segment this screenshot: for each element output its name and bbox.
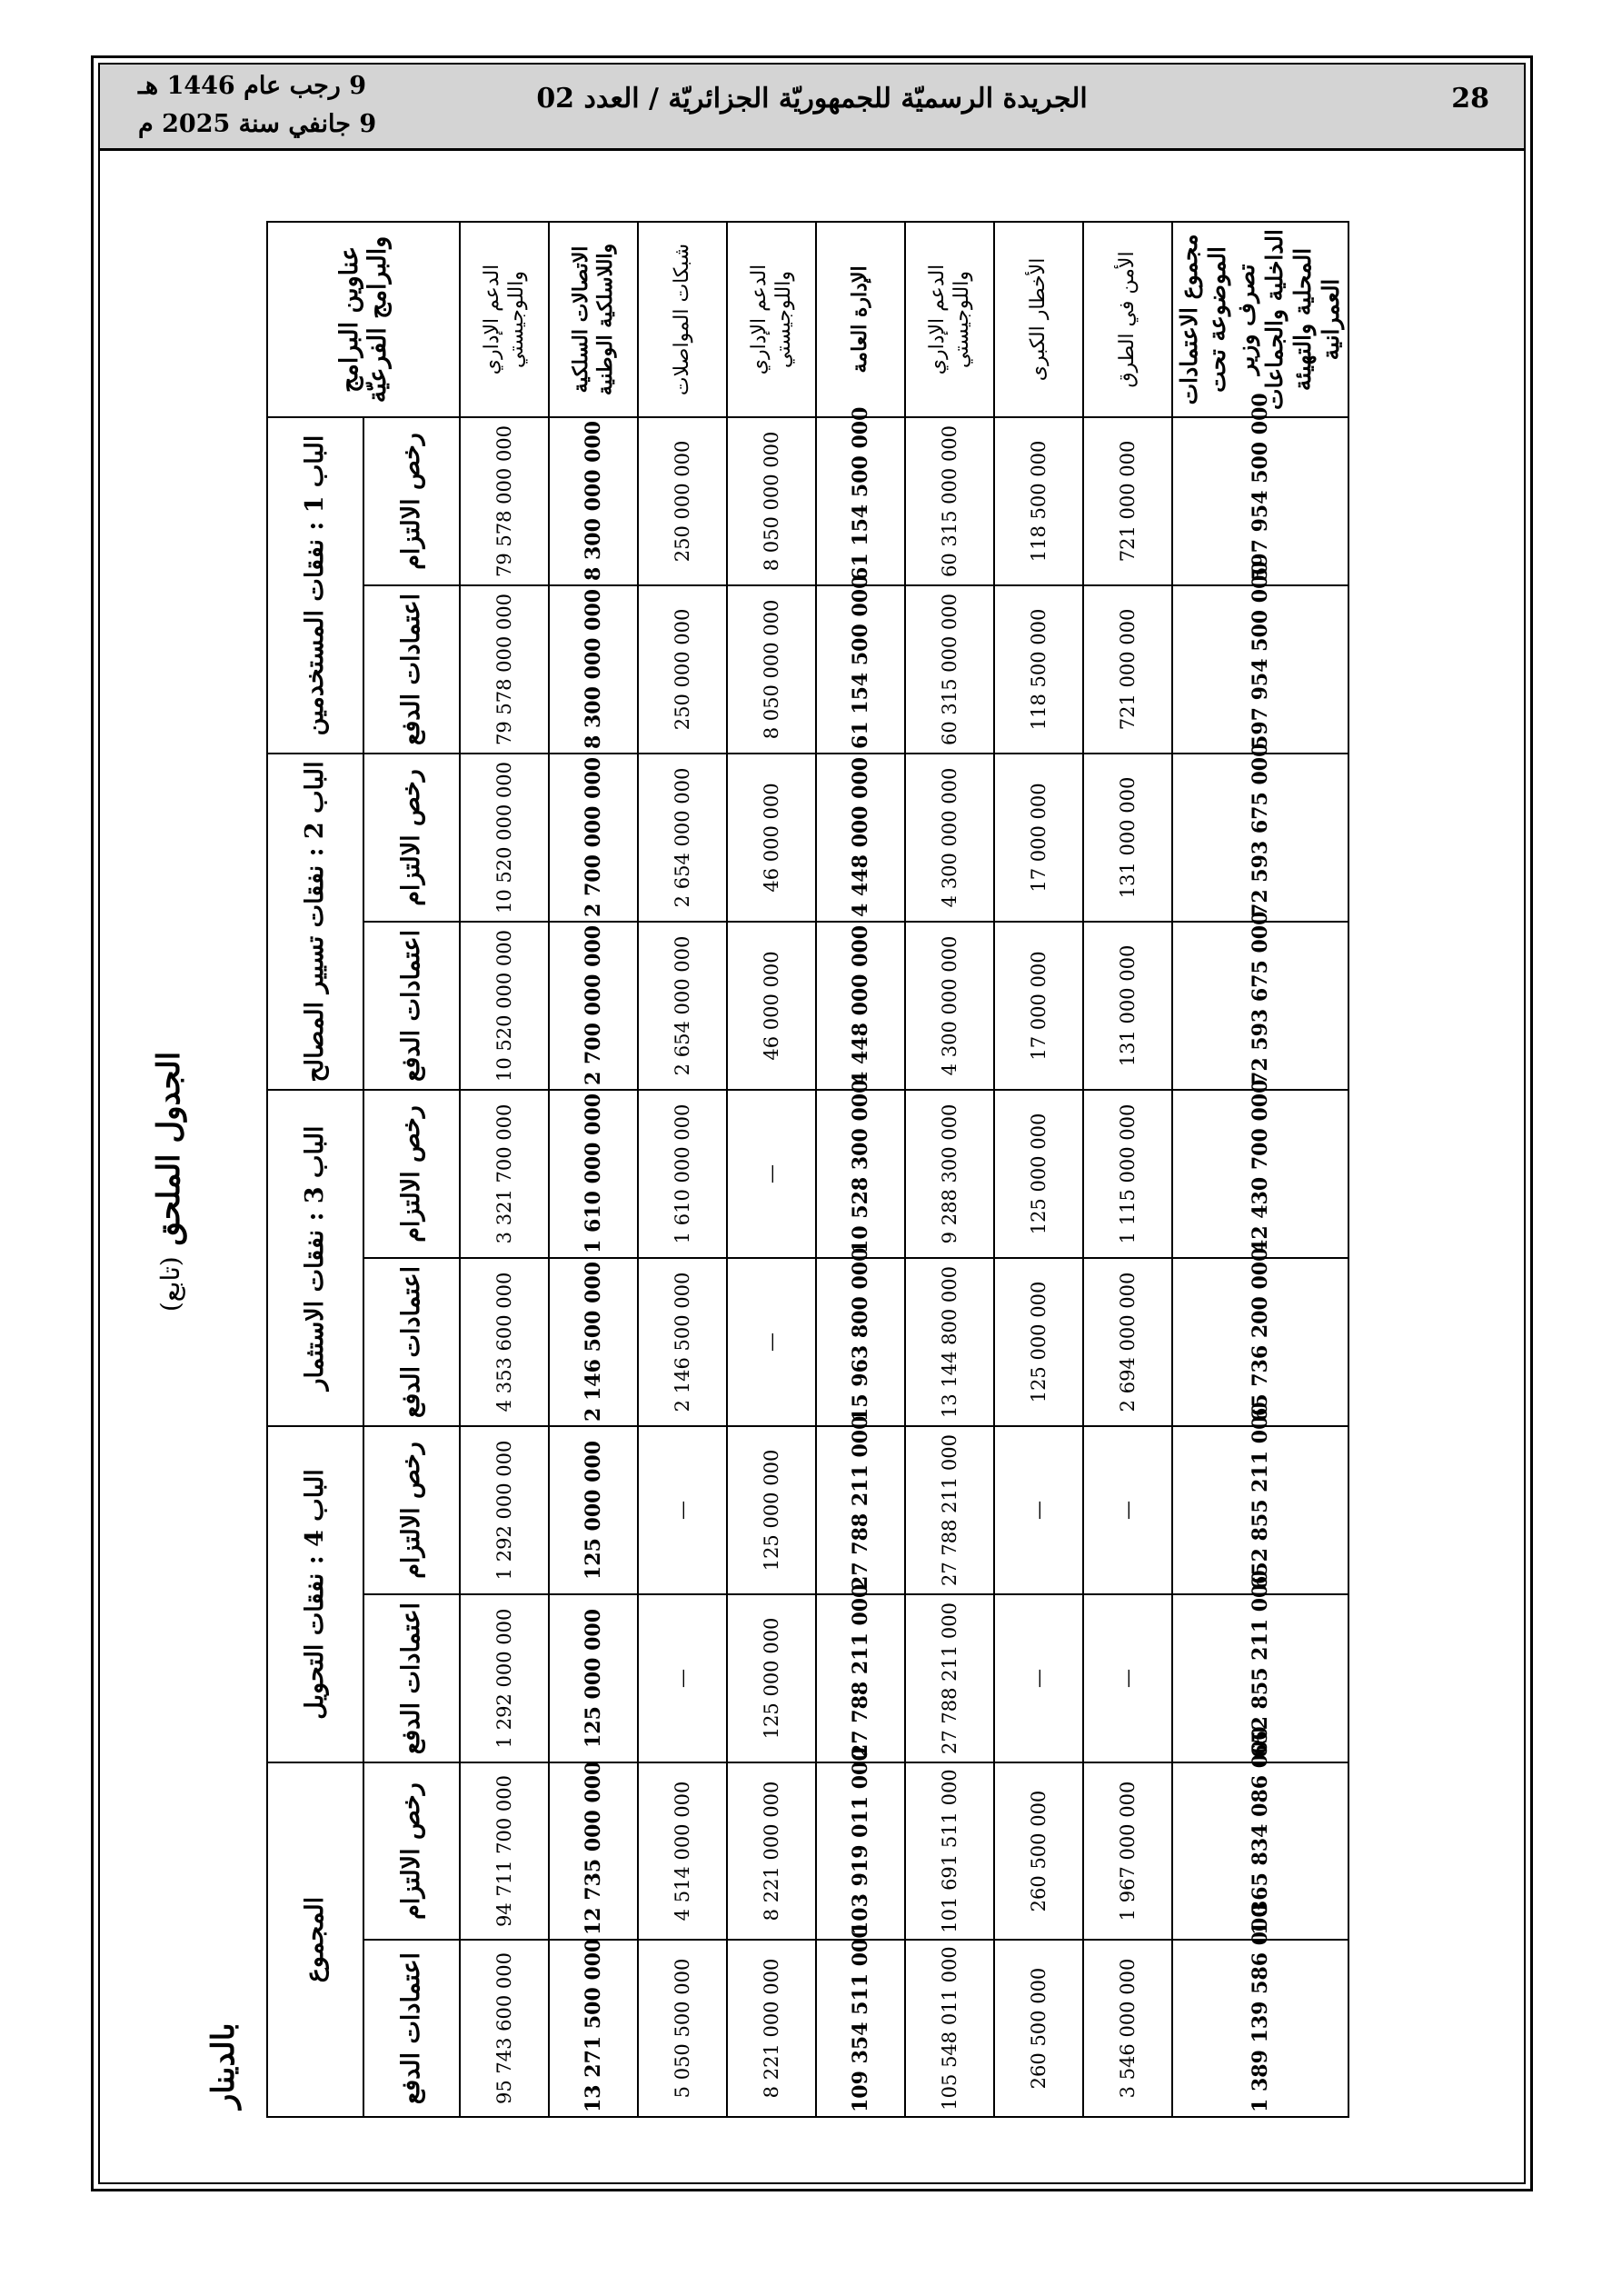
cell-total-commitment: 260 500 000: [994, 1762, 1083, 1940]
cell-total-payment: 260 500 000: [994, 1940, 1083, 2117]
total-t1-commitment: 597 954 500 000: [1172, 417, 1348, 585]
cell-t2-commitment: 10 520 000 000: [460, 754, 549, 922]
cell-t2-commitment: 2 700 000 000: [549, 754, 638, 922]
cell-total-commitment: 101 691 511 000: [905, 1762, 994, 1940]
table-row: [549, 222, 638, 2117]
cell-t1-commitment: 8 050 000 000: [727, 417, 816, 585]
cell-t2-commitment: 17 000 000: [994, 754, 1083, 922]
cell-t4-payment: 125 000 000: [549, 1594, 638, 1762]
cell-t4-commitment: 125 000 000: [549, 1426, 638, 1594]
rotated-table-area: [151, 209, 1487, 2154]
cell-total-commitment: 103 919 011 000: [816, 1762, 905, 1940]
cell-t2-commitment: 4 448 000 000: [816, 754, 905, 922]
group-title1-header: الباب 1 : نفقات المستخدمين: [267, 417, 363, 754]
cell-t4-commitment: 125 000 000: [727, 1426, 816, 1594]
cell-t2-payment: 2 654 000 000: [638, 922, 727, 1090]
cell-total-commitment: 94 711 700 000: [460, 1762, 549, 1940]
annex-title: [151, 209, 187, 2154]
cell-total-commitment: 4 514 000 000: [638, 1762, 727, 1940]
sub-commitment-header: رخص الالتزام: [363, 1090, 460, 1258]
cell-t1-commitment: 60 315 000 000: [905, 417, 994, 585]
sub-commitment-header: رخص الالتزام: [363, 754, 460, 922]
cell-t1-commitment: 8 300 000 000: [549, 417, 638, 585]
cell-total-payment: 105 548 011 000: [905, 1940, 994, 2117]
cell-t1-payment: 79 578 000 000: [460, 585, 549, 754]
date-gregorian: 9 جانفي سنة 2025 م: [138, 110, 377, 138]
group-title3-header: الباب 3 : نفقات الاستثمار: [267, 1090, 363, 1426]
cell-t2-payment: 131 000 000: [1083, 922, 1172, 1090]
cell-t3-commitment: 9 288 300 000: [905, 1090, 994, 1258]
sub-payment-header: اعتمادات الدفع: [363, 585, 460, 754]
cell-t3-commitment: 3 321 700 000: [460, 1090, 549, 1258]
cell-t1-commitment: 61 154 500 000: [816, 417, 905, 585]
row-label: الإدارة العامة: [816, 222, 905, 417]
table-row: [905, 222, 994, 2117]
cell-t2-commitment: 4 300 000 000: [905, 754, 994, 922]
date-hijri: 9 رجب عام 1446 هـ: [138, 72, 367, 100]
cell-t4-commitment: 27 788 211 000: [816, 1426, 905, 1594]
total-t2-payment: 72 593 675 000: [1172, 922, 1348, 1090]
total-t4-payment: 652 855 211 000: [1172, 1594, 1348, 1762]
cell-total-payment: 3 546 000 000: [1083, 1940, 1172, 2117]
cell-t4-payment: —: [994, 1594, 1083, 1762]
table-total-row: [1172, 222, 1348, 2117]
cell-t4-commitment: 27 788 211 000: [905, 1426, 994, 1594]
row-label: الأخطار الكبرى: [994, 222, 1083, 417]
cell-t2-payment: 4 300 000 000: [905, 922, 994, 1090]
cell-t2-commitment: 2 654 000 000: [638, 754, 727, 922]
cell-t3-commitment: 125 000 000: [994, 1090, 1083, 1258]
cell-t4-payment: 1 292 000 000: [460, 1594, 549, 1762]
annex-title-text: الجدول الملحق: [151, 1051, 187, 1246]
cell-t2-commitment: 46 000 000: [727, 754, 816, 922]
sub-payment-header: اعتمادات الدفع: [363, 922, 460, 1090]
table-row: [816, 222, 905, 2117]
total-t2-commitment: 72 593 675 000: [1172, 754, 1348, 922]
group-total-header: المجموع: [267, 1762, 363, 2117]
row-label: الدعم الإداري واللوجيستي: [727, 222, 816, 417]
sub-commitment-header: رخص الالتزام: [363, 1762, 460, 1940]
table-row: [460, 222, 549, 2117]
row-label: الدعم الإداري واللوجيستي: [905, 222, 994, 417]
total-t3-payment: 65 736 200 000: [1172, 1258, 1348, 1426]
currency-unit: بالدينار: [205, 2022, 242, 2109]
sub-commitment-header: رخص الالتزام: [363, 417, 460, 585]
table-row: [1083, 222, 1172, 2117]
cell-t1-commitment: 250 000 000: [638, 417, 727, 585]
cell-total-payment: 95 743 600 000: [460, 1940, 549, 2117]
cell-t1-payment: 60 315 000 000: [905, 585, 994, 754]
cell-t2-payment: 10 520 000 000: [460, 922, 549, 1090]
cell-t1-payment: 8 300 000 000: [549, 585, 638, 754]
cell-t4-payment: 125 000 000: [727, 1594, 816, 1762]
cell-t3-payment: 13 144 800 000: [905, 1258, 994, 1426]
table-row: [727, 222, 816, 2117]
cell-t4-payment: —: [638, 1594, 727, 1762]
sub-commitment-header: رخص الالتزام: [363, 1426, 460, 1594]
cell-t4-commitment: 1 292 000 000: [460, 1426, 549, 1594]
total-grand-payment: 1 389 139 586 000: [1172, 1940, 1348, 2117]
total-t4-commitment: 652 855 211 000: [1172, 1426, 1348, 1594]
header-row-groups: [267, 222, 363, 2117]
annex-continued: (تابع): [155, 1256, 185, 1313]
cell-t4-commitment: —: [638, 1426, 727, 1594]
cell-total-commitment: 8 221 000 000: [727, 1762, 816, 1940]
col-program-header: عناوين البرامج والبرامج الفرعيّة: [267, 222, 460, 417]
cell-t3-commitment: 1 610 000 000: [638, 1090, 727, 1258]
cell-t3-commitment: 1 115 000 000: [1083, 1090, 1172, 1258]
sub-payment-header: اعتمادات الدفع: [363, 1594, 460, 1762]
cell-t3-commitment: 1 610 000 000: [549, 1090, 638, 1258]
cell-t4-payment: 27 788 211 000: [816, 1594, 905, 1762]
sub-payment-header: اعتمادات الدفع: [363, 1940, 460, 2117]
cell-t3-payment: 2 146 500 000: [549, 1258, 638, 1426]
cell-t2-payment: 4 448 000 000: [816, 922, 905, 1090]
cell-t1-payment: 721 000 000: [1083, 585, 1172, 754]
group-title4-header: الباب 4 : نفقات التحويل: [267, 1426, 363, 1762]
cell-t1-payment: 8 050 000 000: [727, 585, 816, 754]
page-header: [100, 65, 1524, 151]
cell-t3-payment: —: [727, 1258, 816, 1426]
sub-payment-header: اعتمادات الدفع: [363, 1258, 460, 1426]
table-row: [994, 222, 1083, 2117]
cell-t3-payment: 2 694 000 000: [1083, 1258, 1172, 1426]
group-title2-header: الباب 2 : نفقات تسيير المصالح: [267, 754, 363, 1090]
cell-t4-payment: 27 788 211 000: [905, 1594, 994, 1762]
page-number: 28: [1451, 83, 1489, 115]
cell-t2-commitment: 131 000 000: [1083, 754, 1172, 922]
cell-t2-payment: 2 700 000 000: [549, 922, 638, 1090]
total-t1-payment: 597 954 500 000: [1172, 585, 1348, 754]
cell-t1-commitment: 721 000 000: [1083, 417, 1172, 585]
row-label: شبكات المواصلات: [638, 222, 727, 417]
cell-t4-commitment: —: [994, 1426, 1083, 1594]
total-grand-commitment: 1 365 834 086 000: [1172, 1762, 1348, 1940]
cell-t1-payment: 118 500 000: [994, 585, 1083, 754]
row-label: الاتصالات السلكية واللاسلكية الوطنية: [549, 222, 638, 417]
row-label: الأمن في الطرق: [1083, 222, 1172, 417]
cell-total-payment: 5 050 500 000: [638, 1940, 727, 2117]
cell-t1-payment: 61 154 500 000: [816, 585, 905, 754]
cell-t1-commitment: 79 578 000 000: [460, 417, 549, 585]
cell-t2-payment: 46 000 000: [727, 922, 816, 1090]
table-row: [638, 222, 727, 2117]
cell-total-payment: 13 271 500 000: [549, 1940, 638, 2117]
cell-total-payment: 8 221 000 000: [727, 1940, 816, 2117]
cell-t3-payment: 2 146 500 000: [638, 1258, 727, 1426]
cell-total-payment: 109 354 511 000: [816, 1940, 905, 2117]
row-label: الدعم الإداري واللوجيستي: [460, 222, 549, 417]
cell-total-commitment: 12 735 000 000: [549, 1762, 638, 1940]
header-row-sub: [363, 222, 460, 2117]
cell-total-commitment: 1 967 000 000: [1083, 1762, 1172, 1940]
total-row-label: مجموع الاعتمادات الموضوعة تحت تصرف وزير الداخلية والجماعات المحلية والتهيئة العمرانية: [1172, 222, 1348, 417]
cell-t3-payment: 4 353 600 000: [460, 1258, 549, 1426]
cell-t3-commitment: —: [727, 1090, 816, 1258]
cell-t1-commitment: 118 500 000: [994, 417, 1083, 585]
cell-t4-commitment: —: [1083, 1426, 1172, 1594]
cell-t2-payment: 17 000 000: [994, 922, 1083, 1090]
cell-t3-payment: 15 963 800 000: [816, 1258, 905, 1426]
budget-table: [266, 221, 1349, 2118]
journal-title: الجريدة الرسميّة للجمهوريّة الجزائريّة / العدد 02: [536, 83, 1088, 115]
cell-t3-payment: 125 000 000: [994, 1258, 1083, 1426]
cell-t1-payment: 250 000 000: [638, 585, 727, 754]
cell-t4-payment: —: [1083, 1594, 1172, 1762]
cell-t3-commitment: 10 528 300 000: [816, 1090, 905, 1258]
total-t3-commitment: 42 430 700 000: [1172, 1090, 1348, 1258]
